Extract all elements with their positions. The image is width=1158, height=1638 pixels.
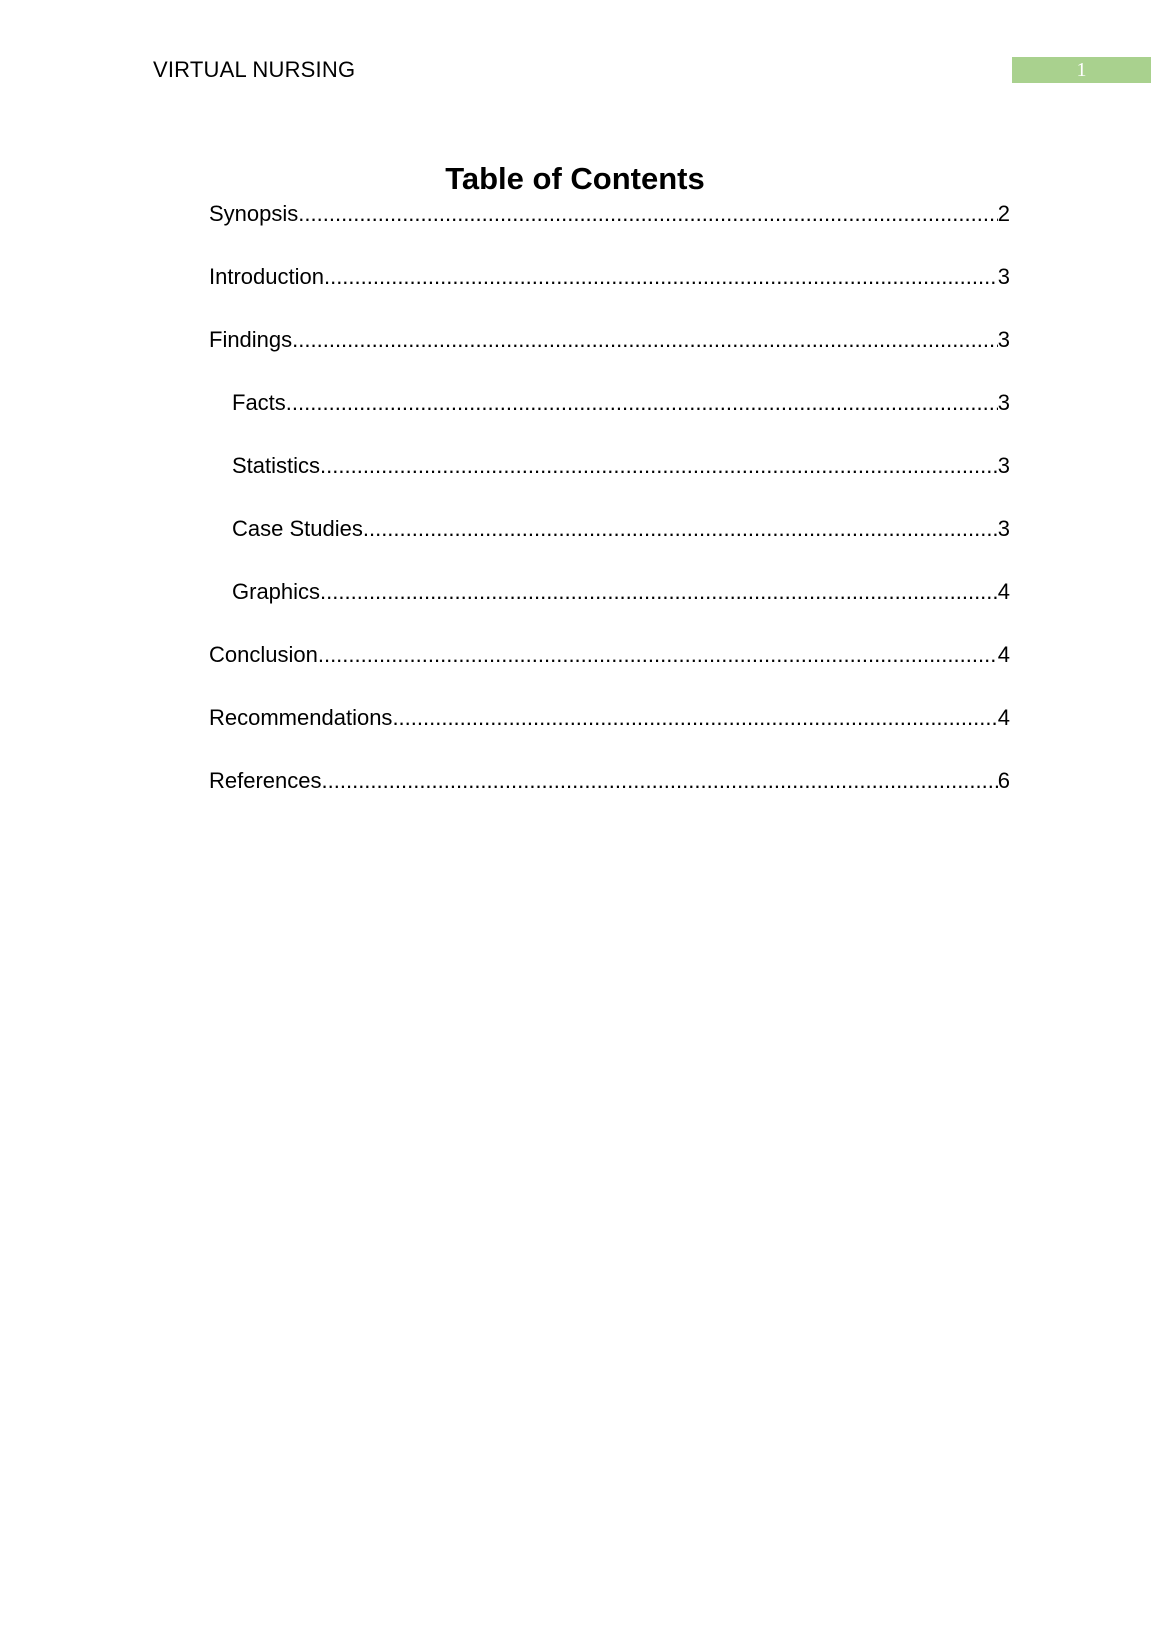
toc-entry-page: 4 [997, 642, 1010, 667]
toc-entry-introduction[interactable] [209, 263, 1010, 291]
toc-entry-graphics[interactable] [209, 578, 1010, 606]
toc-dot-leader [320, 452, 998, 480]
toc-entry-label: Introduction [209, 264, 324, 289]
toc-entry-label: Statistics [232, 453, 321, 478]
toc-entry-page: 2 [997, 201, 1010, 226]
page-number-badge: 1 [1012, 57, 1151, 83]
toc-entry-page: 3 [997, 453, 1010, 478]
toc-entry-label: Facts [232, 390, 286, 415]
toc-entry-page: 3 [997, 327, 1010, 352]
toc-dot-leader [318, 641, 998, 669]
toc-entry-facts[interactable] [209, 389, 1010, 417]
toc-entry-label: Findings [209, 327, 293, 352]
toc-entry-case-studies[interactable] [209, 515, 1010, 543]
toc-dot-leader [320, 578, 998, 606]
running-header-title: VIRTUAL NURSING [153, 57, 356, 82]
toc-entry-label: Recommendations [209, 705, 393, 730]
toc-entry-label: Conclusion [209, 642, 318, 667]
toc-entry-synopsis[interactable] [209, 200, 1010, 228]
toc-entry-statistics[interactable] [209, 452, 1010, 480]
toc-entry-page: 6 [997, 768, 1010, 793]
table-of-contents [209, 200, 1010, 830]
toc-entry-conclusion[interactable] [209, 641, 1010, 669]
toc-dot-leader [322, 767, 998, 795]
toc-entry-label: Graphics [232, 579, 321, 604]
toc-entry-references[interactable] [209, 767, 1010, 795]
toc-entry-page: 3 [997, 516, 1010, 541]
toc-entry-label: Synopsis [209, 201, 299, 226]
toc-heading: Table of Contents [445, 161, 705, 196]
toc-entry-recommendations[interactable] [209, 704, 1010, 732]
toc-entry-findings[interactable] [209, 326, 1010, 354]
toc-dot-leader [298, 200, 997, 228]
toc-dot-leader [292, 326, 998, 354]
toc-dot-leader [324, 263, 998, 291]
toc-dot-leader [363, 515, 998, 543]
toc-entry-page: 3 [997, 390, 1010, 415]
toc-entry-page: 4 [997, 579, 1010, 604]
toc-dot-leader [392, 704, 997, 732]
toc-entry-label: References [209, 768, 322, 793]
toc-entry-label: Case Studies [232, 516, 363, 541]
toc-entry-page: 3 [997, 264, 1010, 289]
toc-dot-leader [286, 389, 998, 417]
toc-entry-page: 4 [997, 705, 1010, 730]
